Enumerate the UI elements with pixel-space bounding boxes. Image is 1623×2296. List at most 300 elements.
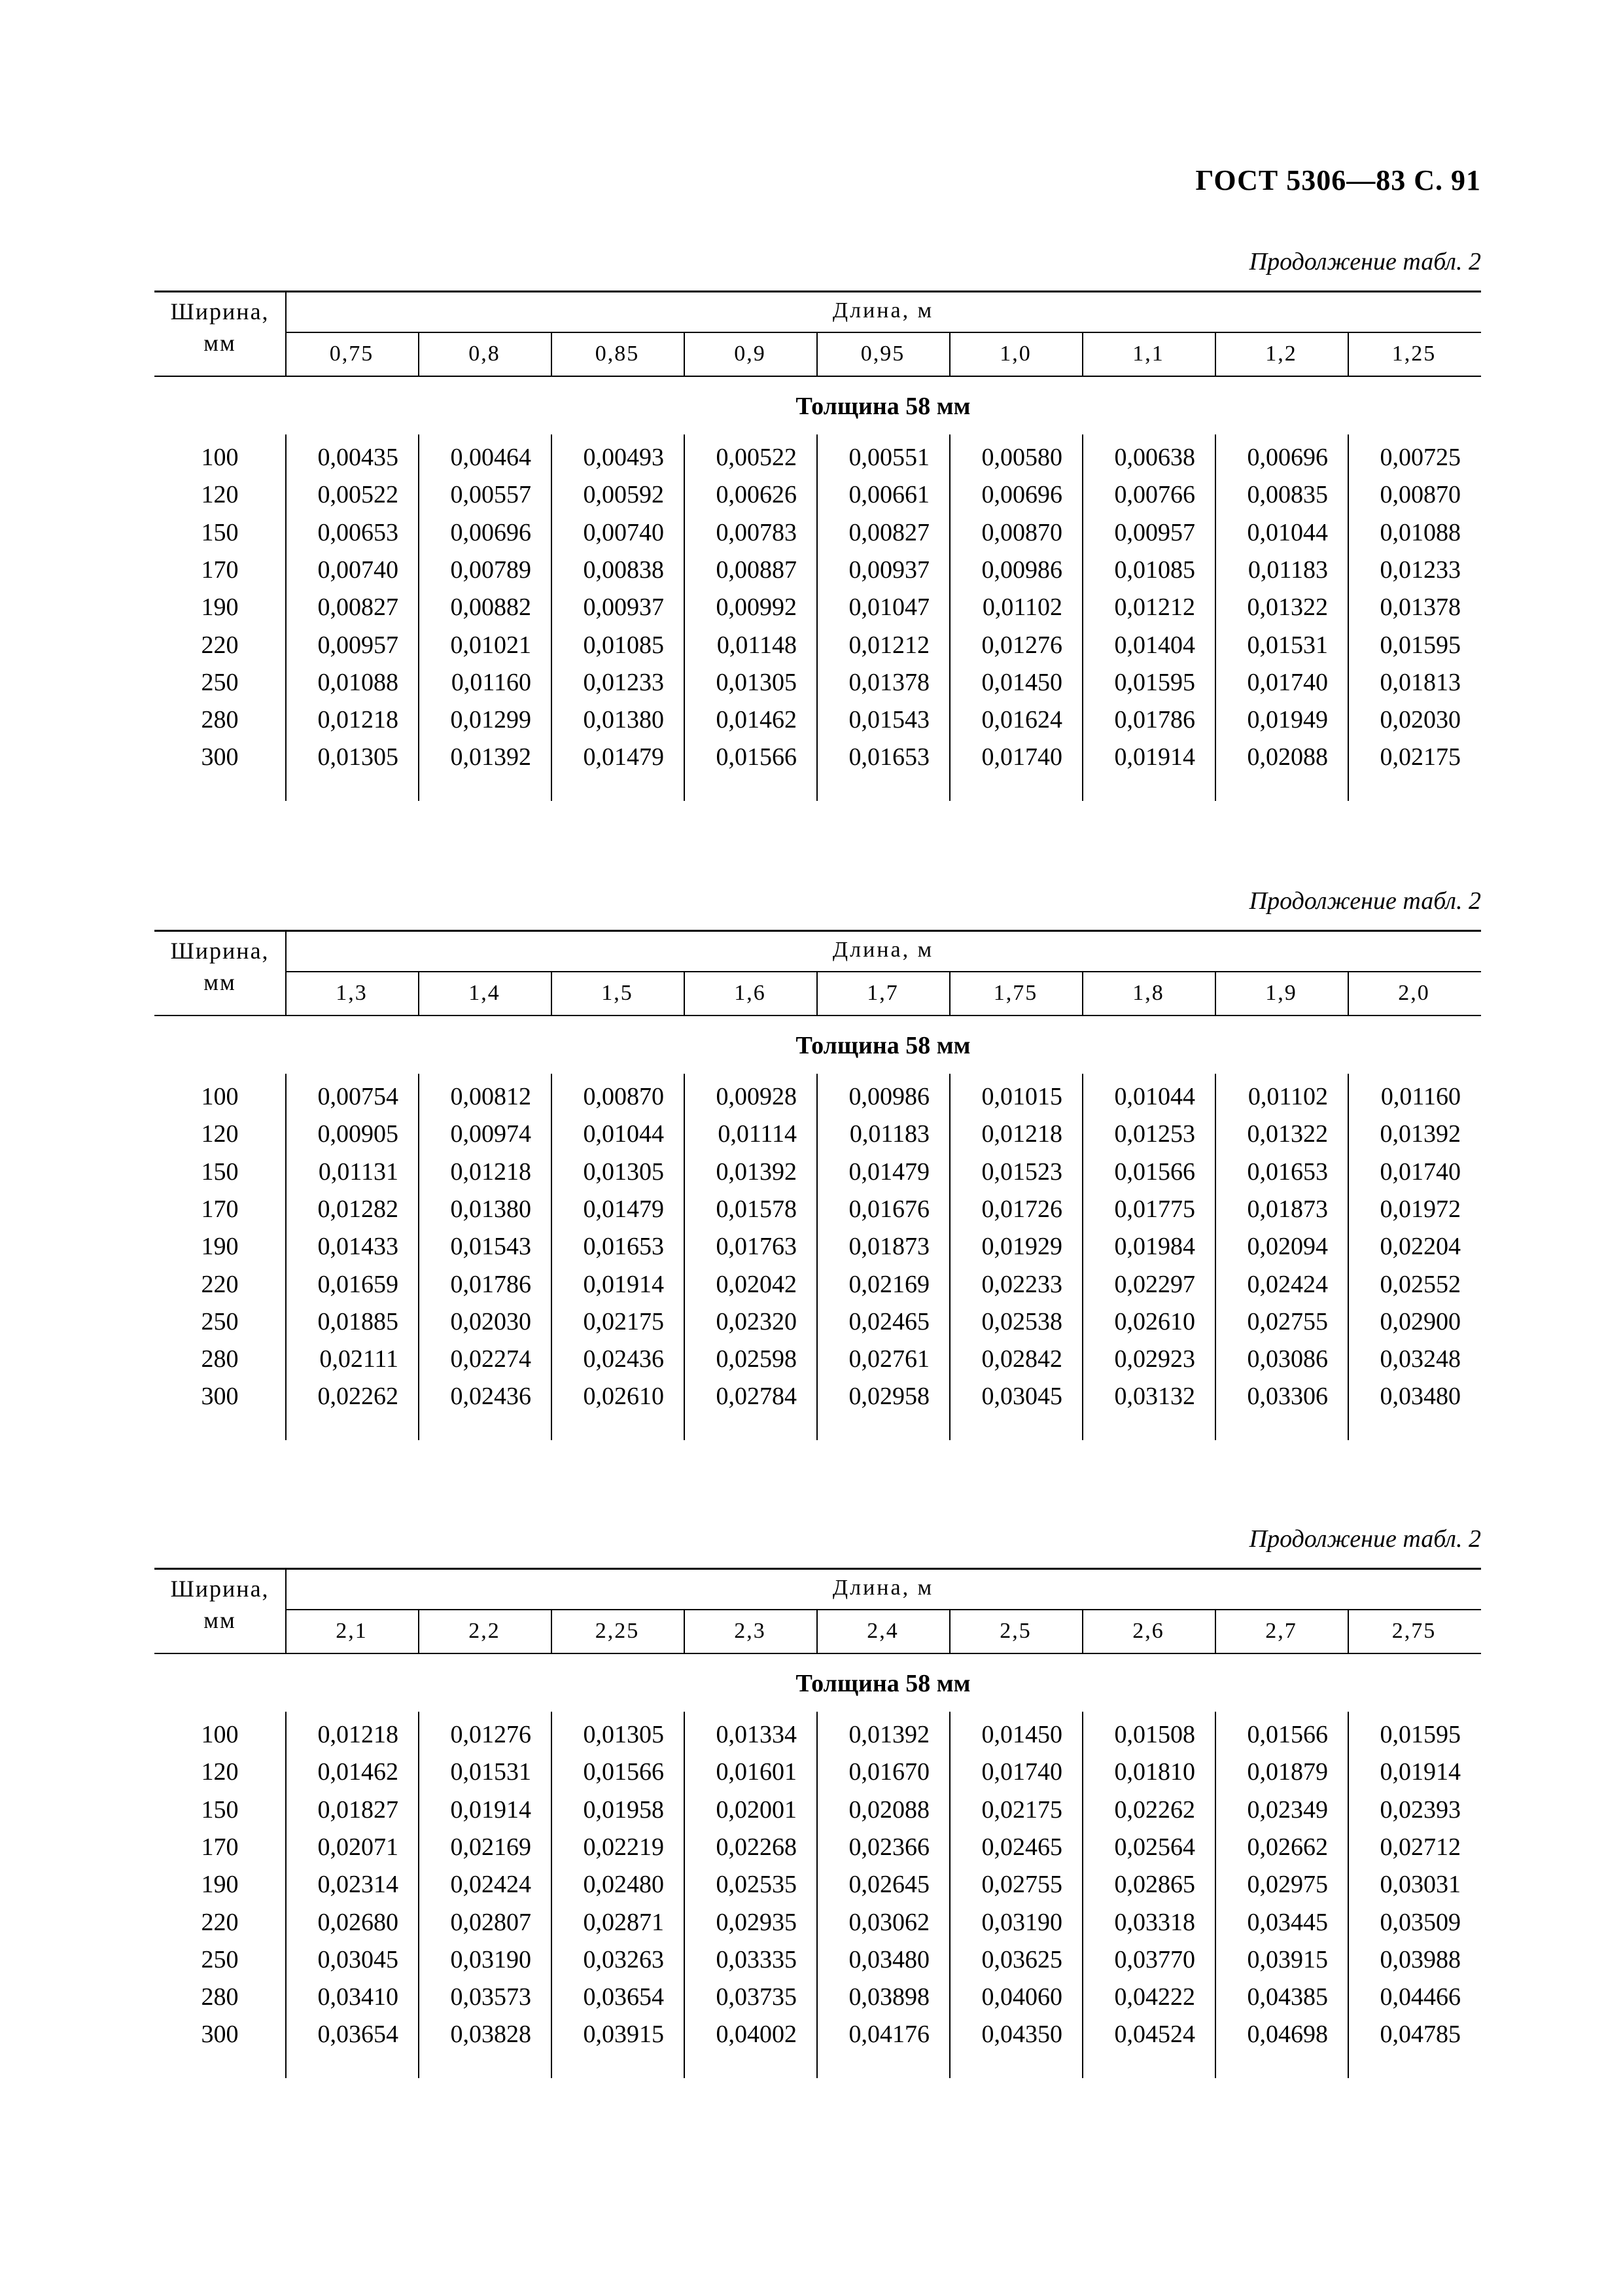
table-cell: 0,00789 [450, 556, 531, 584]
table-cell: 0,02436 [450, 1383, 531, 1411]
table-cell: 0,01653 [848, 743, 930, 771]
table-cell: 0,01183 [1248, 556, 1328, 584]
width-unit: мм [203, 969, 236, 995]
table-cell: 0,01218 [981, 1120, 1062, 1148]
table-cell: 0,02274 [450, 1345, 531, 1373]
table-cell: 0,01378 [848, 668, 930, 696]
table-cell: 0,04060 [981, 1983, 1062, 2011]
table-cell: 0,02297 [1114, 1270, 1195, 1298]
width-unit: мм [203, 1607, 236, 1633]
table-cell: 0,01914 [1380, 1758, 1461, 1786]
table-cell: 0,01879 [1247, 1758, 1328, 1786]
table-cell: 0,01914 [450, 1795, 531, 1824]
table-cell: 0,02088 [1247, 743, 1328, 771]
table-cell: 0,00661 [848, 481, 930, 509]
table-cell: 0,00827 [848, 518, 930, 546]
column-divider [949, 1074, 951, 1440]
table-cell: 0,01404 [1114, 631, 1195, 659]
table-cell: 0,02480 [583, 1871, 664, 1899]
table-cell: 0,02465 [848, 1307, 930, 1335]
column-divider [551, 1712, 552, 2078]
length-header: Длина, м [832, 938, 934, 962]
table-cell: 0,03190 [981, 1908, 1062, 1936]
table-cell: 0,03573 [450, 1983, 531, 2011]
table-cell: 0,00870 [1380, 481, 1461, 509]
table-cell: 0,01085 [583, 631, 664, 659]
table-cell: 0,02436 [583, 1345, 664, 1373]
table-cell: 0,02030 [1380, 706, 1461, 734]
table-cell: 0,01218 [317, 706, 398, 734]
table-cell: 0,03031 [1380, 1871, 1461, 1899]
table-cell: 0,01929 [981, 1233, 1062, 1261]
table-cell: 0,03318 [1114, 1908, 1195, 1936]
thickness-subheader: Толщина 58 мм [795, 1032, 971, 1059]
table-cell: 0,01914 [583, 1270, 664, 1298]
table-cell: 0,01523 [981, 1157, 1062, 1186]
table-cell: 0,02923 [1114, 1345, 1195, 1373]
column-header: 1,3 [336, 981, 368, 1005]
table-cell: 0,00725 [1380, 444, 1461, 471]
column-divider [285, 1712, 287, 2078]
row-width-value: 170 [201, 1833, 239, 1861]
row-width-value: 150 [201, 1157, 239, 1186]
table-cell: 0,01508 [1114, 1721, 1195, 1748]
table-cell: 0,01102 [982, 593, 1062, 622]
column-header: 2,25 [595, 1619, 640, 1643]
table-cell: 0,01233 [1380, 556, 1461, 584]
table-cell: 0,02761 [848, 1345, 930, 1373]
column-header: 0,75 [329, 342, 374, 366]
continuation-label: Продолжение табл. 2 [1249, 887, 1481, 915]
table-cell: 0,01380 [583, 706, 664, 734]
table-cell: 0,01740 [1247, 668, 1328, 696]
table-cell: 0,00905 [317, 1120, 398, 1148]
table-cell: 0,02175 [981, 1795, 1062, 1824]
table-cell: 0,02900 [1380, 1307, 1461, 1335]
table-cell: 0,02088 [848, 1795, 930, 1824]
row-width-value: 300 [201, 2021, 239, 2049]
table-cell: 0,03625 [981, 1945, 1062, 1973]
table-cell: 0,02366 [848, 1833, 930, 1861]
table-cell: 0,01088 [1380, 518, 1461, 546]
table-cell: 0,01653 [583, 1233, 664, 1261]
table-cell: 0,02552 [1380, 1270, 1461, 1298]
table-cell: 0,04524 [1114, 2021, 1195, 2049]
column-header: 0,95 [860, 342, 905, 366]
table-cell: 0,01378 [1380, 593, 1461, 622]
table-cell: 0,02662 [1247, 1833, 1328, 1861]
table-cell: 0,01479 [848, 1157, 930, 1186]
table-cell: 0,01322 [1247, 593, 1328, 622]
table-cell: 0,01543 [450, 1233, 531, 1261]
table-cell: 0,02535 [716, 1871, 797, 1899]
column-divider [1215, 1712, 1216, 2078]
table-cell: 0,02598 [716, 1345, 797, 1373]
column-header: 1,5 [601, 981, 633, 1005]
table-cell: 0,01813 [1380, 668, 1461, 696]
table-cell: 0,00551 [848, 444, 930, 471]
table-cell: 0,03190 [450, 1945, 531, 1973]
table-cell: 0,01131 [318, 1157, 398, 1186]
column-divider [816, 1074, 818, 1440]
table-cell: 0,04785 [1380, 2021, 1461, 2049]
table-cell: 0,02807 [450, 1908, 531, 1936]
table-cell: 0,01253 [1114, 1120, 1195, 1148]
table-cell: 0,03335 [716, 1945, 797, 1973]
table-cell: 0,01085 [1114, 556, 1195, 584]
table-cell: 0,01958 [583, 1795, 664, 1824]
row-width-value: 300 [201, 1383, 239, 1411]
table-cell: 0,02204 [1380, 1233, 1461, 1261]
table-cell: 0,01566 [1114, 1157, 1195, 1186]
column-divider [684, 434, 685, 801]
column-divider [1082, 434, 1083, 801]
table-cell: 0,02680 [317, 1908, 398, 1936]
table-cell: 0,03306 [1247, 1383, 1328, 1411]
table-cell: 0,02042 [716, 1270, 797, 1298]
table-cell: 0,00937 [583, 593, 664, 622]
table-cell: 0,02564 [1114, 1833, 1195, 1861]
column-header: 1,7 [867, 981, 899, 1005]
table-cell: 0,02169 [848, 1270, 930, 1298]
table-cell: 0,02175 [1380, 743, 1461, 771]
table-cell: 0,02424 [450, 1871, 531, 1899]
table-cell: 0,01450 [981, 668, 1062, 696]
table-top-border [154, 1568, 1481, 1570]
row-width-value: 220 [201, 1908, 239, 1936]
column-divider [285, 1074, 287, 1440]
table-cell: 0,01276 [981, 631, 1062, 659]
table-cell: 0,01726 [981, 1195, 1062, 1223]
table-cell: 0,03654 [583, 1983, 664, 2011]
table-cell: 0,00957 [1114, 518, 1195, 546]
row-width-value: 100 [201, 444, 239, 471]
table-cell: 0,00696 [981, 481, 1062, 509]
column-header: 2,0 [1398, 981, 1430, 1005]
table-cell: 0,01578 [716, 1195, 797, 1223]
table-cell: 0,00696 [450, 518, 531, 546]
table-cell: 0,02169 [450, 1833, 531, 1861]
row-width-value: 280 [201, 1345, 239, 1373]
table-cell: 0,02465 [981, 1833, 1062, 1861]
table-cell: 0,02268 [716, 1833, 797, 1861]
column-header: 0,9 [734, 342, 766, 366]
row-width-value: 280 [201, 1983, 239, 2011]
table-cell: 0,02111 [319, 1345, 398, 1373]
table-cell: 0,01786 [1114, 706, 1195, 734]
row-width-value: 190 [201, 1233, 239, 1261]
table-cell: 0,00870 [583, 1083, 664, 1110]
table-cell: 0,01392 [716, 1157, 797, 1186]
row-width-value: 170 [201, 556, 239, 584]
table-cell: 0,01810 [1114, 1758, 1195, 1786]
table-cell: 0,02935 [716, 1908, 797, 1936]
table-cell: 0,01212 [1114, 593, 1195, 622]
table-cell: 0,01433 [317, 1233, 398, 1261]
row-width-value: 250 [201, 668, 239, 696]
table-cell: 0,01450 [981, 1721, 1062, 1748]
table-cell: 0,01044 [1247, 518, 1328, 546]
width-header: Ширина, [170, 298, 270, 325]
table-cell: 0,00992 [716, 593, 797, 622]
table-cell: 0,00493 [583, 444, 664, 471]
table-cell: 0,01670 [848, 1758, 930, 1786]
column-header: 1,1 [1132, 342, 1164, 366]
table-cell: 0,01740 [1380, 1157, 1461, 1186]
table-cell: 0,01566 [716, 743, 797, 771]
column-divider [418, 1074, 419, 1440]
table-cell: 0,01873 [848, 1233, 930, 1261]
table-cell: 0,02030 [450, 1307, 531, 1335]
column-divider [418, 434, 419, 801]
table-cell: 0,02645 [848, 1871, 930, 1899]
row-width-value: 150 [201, 1795, 239, 1824]
table-cell: 0,01305 [317, 743, 398, 771]
row-width-value: 120 [201, 1120, 239, 1148]
table-cell: 0,01462 [317, 1758, 398, 1786]
table-cell: 0,00464 [450, 444, 531, 471]
column-divider [684, 1074, 685, 1440]
table-cell: 0,01305 [583, 1157, 664, 1186]
table-cell: 0,02219 [583, 1833, 664, 1861]
column-divider [551, 1074, 552, 1440]
row-width-value: 150 [201, 518, 239, 546]
table-cell: 0,01114 [718, 1120, 797, 1148]
table-cell: 0,03915 [583, 2021, 664, 2049]
column-divider [949, 1712, 951, 2078]
column-header: 1,6 [734, 981, 766, 1005]
table-cell: 0,03915 [1247, 1945, 1328, 1973]
table-cell: 0,00696 [1247, 444, 1328, 471]
column-header: 2,4 [867, 1619, 899, 1643]
table-cell: 0,01462 [716, 706, 797, 734]
length-header-rule [285, 971, 1481, 972]
table-cell: 0,03480 [848, 1945, 930, 1973]
table-cell: 0,01566 [583, 1758, 664, 1786]
table-cell: 0,01740 [981, 743, 1062, 771]
table-cell: 0,02784 [716, 1383, 797, 1411]
table-cell: 0,03045 [981, 1383, 1062, 1411]
table-cell: 0,01148 [716, 631, 797, 659]
table-cell: 0,01624 [981, 706, 1062, 734]
column-header: 1,9 [1265, 981, 1297, 1005]
table-cell: 0,01740 [981, 1758, 1062, 1786]
table-cell: 0,01233 [583, 668, 664, 696]
table-cell: 0,00435 [317, 444, 398, 471]
continuation-label: Продолжение табл. 2 [1249, 1525, 1481, 1553]
table-cell: 0,01479 [583, 1195, 664, 1223]
table-cell: 0,00882 [450, 593, 531, 622]
column-header: 2,7 [1265, 1619, 1297, 1643]
table-cell: 0,04350 [981, 2021, 1062, 2049]
table-cell: 0,01949 [1247, 706, 1328, 734]
column-divider [1082, 1074, 1083, 1440]
page-header: ГОСТ 5306—83 С. 91 [1195, 164, 1481, 196]
table-cell: 0,03898 [848, 1983, 930, 2011]
table-cell: 0,02755 [1247, 1307, 1328, 1335]
table-cell: 0,01212 [848, 631, 930, 659]
table-cell: 0,00740 [317, 556, 398, 584]
table-cell: 0,00740 [583, 518, 664, 546]
table-cell: 0,04176 [848, 2021, 930, 2049]
row-width-value: 220 [201, 631, 239, 659]
table-cell: 0,02233 [981, 1270, 1062, 1298]
width-header: Ширина, [170, 938, 270, 964]
table-cell: 0,03445 [1247, 1908, 1328, 1936]
row-width-value: 120 [201, 1758, 239, 1786]
header-bottom-border [154, 1653, 1481, 1654]
table-cell: 0,01595 [1114, 668, 1195, 696]
table-cell: 0,01305 [716, 668, 797, 696]
table-cell: 0,02424 [1247, 1270, 1328, 1298]
table-cell: 0,01183 [849, 1120, 930, 1148]
column-divider [684, 1712, 685, 2078]
table-cell: 0,00986 [848, 1083, 930, 1110]
table-cell: 0,00957 [317, 631, 398, 659]
table-cell: 0,04385 [1247, 1983, 1328, 2011]
table-cell: 0,01305 [583, 1721, 664, 1748]
row-width-value: 250 [201, 1307, 239, 1335]
table-cell: 0,03480 [1380, 1383, 1461, 1411]
table-cell: 0,02071 [317, 1833, 398, 1861]
column-header: 1,75 [993, 981, 1038, 1005]
row-width-value: 250 [201, 1945, 239, 1973]
table-cell: 0,01160 [451, 668, 531, 696]
table-cell: 0,01595 [1380, 631, 1461, 659]
table-cell: 0,01873 [1247, 1195, 1328, 1223]
header-bottom-border [154, 1015, 1481, 1016]
thickness-subheader: Толщина 58 мм [795, 393, 971, 420]
table-cell: 0,00522 [317, 481, 398, 509]
table-cell: 0,01543 [848, 706, 930, 734]
column-header: 2,2 [468, 1619, 500, 1643]
table-cell: 0,01601 [716, 1758, 797, 1786]
width-header: Ширина, [170, 1576, 270, 1602]
table-cell: 0,00835 [1247, 481, 1328, 509]
table-cell: 0,01021 [450, 631, 531, 659]
table-cell: 0,00522 [716, 444, 797, 471]
length-header: Длина, м [832, 298, 934, 323]
column-header: 1,4 [468, 981, 500, 1005]
table-cell: 0,03263 [583, 1945, 664, 1973]
row-width-value: 190 [201, 593, 239, 622]
table-cell: 0,03735 [716, 1983, 797, 2011]
data-table [154, 1568, 1481, 2078]
table-cell: 0,02871 [583, 1908, 664, 1936]
column-divider [1348, 1712, 1349, 2078]
table-cell: 0,03770 [1114, 1945, 1195, 1973]
table-cell: 0,00638 [1114, 444, 1195, 471]
table-cell: 0,00783 [716, 518, 797, 546]
table-cell: 0,01322 [1247, 1120, 1328, 1148]
table-cell: 0,01827 [317, 1795, 398, 1824]
length-header: Длина, м [832, 1576, 934, 1600]
table-cell: 0,03410 [317, 1983, 398, 2011]
table-cell: 0,01786 [450, 1270, 531, 1298]
column-divider [551, 434, 552, 801]
table-cell: 0,04222 [1114, 1983, 1195, 2011]
table-cell: 0,00766 [1114, 481, 1195, 509]
table-cell: 0,01044 [1114, 1083, 1195, 1110]
table-cell: 0,02314 [317, 1871, 398, 1899]
data-table [154, 930, 1481, 1440]
table-cell: 0,04466 [1380, 1983, 1461, 2011]
table-cell: 0,01653 [1247, 1157, 1328, 1186]
table-cell: 0,02755 [981, 1871, 1062, 1899]
table-cell: 0,00812 [450, 1083, 531, 1110]
table-cell: 0,03509 [1380, 1908, 1461, 1936]
table-cell: 0,01531 [450, 1758, 531, 1786]
column-divider [816, 434, 818, 801]
table-cell: 0,01595 [1380, 1721, 1461, 1748]
table-cell: 0,03828 [450, 2021, 531, 2049]
table-cell: 0,00592 [583, 481, 664, 509]
table-cell: 0,01984 [1114, 1233, 1195, 1261]
column-divider [1215, 1074, 1216, 1440]
table-cell: 0,02175 [583, 1307, 664, 1335]
table-cell: 0,01047 [848, 593, 930, 622]
table-cell: 0,02349 [1247, 1795, 1328, 1824]
data-table [154, 291, 1481, 801]
table-cell: 0,00626 [716, 481, 797, 509]
table-cell: 0,02610 [583, 1383, 664, 1411]
table-cell: 0,01972 [1380, 1195, 1461, 1223]
table-cell: 0,01885 [317, 1307, 398, 1335]
table-cell: 0,01299 [450, 706, 531, 734]
table-cell: 0,01392 [1380, 1120, 1461, 1148]
table-cell: 0,03086 [1247, 1345, 1328, 1373]
table-cell: 0,02975 [1247, 1871, 1328, 1899]
column-header: 1,25 [1391, 342, 1437, 366]
table-cell: 0,01282 [317, 1195, 398, 1223]
table-cell: 0,01044 [583, 1120, 664, 1148]
column-header: 2,3 [734, 1619, 766, 1643]
table-cell: 0,01659 [317, 1270, 398, 1298]
column-header: 2,1 [336, 1619, 368, 1643]
table-cell: 0,01088 [317, 668, 398, 696]
table-cell: 0,03654 [317, 2021, 398, 2049]
column-header: 0,8 [468, 342, 500, 366]
column-header: 1,2 [1265, 342, 1297, 366]
column-header: 2,5 [1000, 1619, 1032, 1643]
length-header-rule [285, 1609, 1481, 1610]
table-cell: 0,01334 [716, 1721, 797, 1748]
table-cell: 0,04698 [1247, 2021, 1328, 2049]
row-width-value: 170 [201, 1195, 239, 1223]
table-cell: 0,01160 [1380, 1083, 1461, 1110]
table-cell: 0,02712 [1380, 1833, 1461, 1861]
table-top-border [154, 930, 1481, 932]
table-cell: 0,02094 [1247, 1233, 1328, 1261]
table-cell: 0,00580 [981, 444, 1062, 471]
table-cell: 0,02320 [716, 1307, 797, 1335]
column-divider [1348, 434, 1349, 801]
table-cell: 0,01392 [450, 743, 531, 771]
column-header: 1,8 [1132, 981, 1164, 1005]
table-cell: 0,00827 [317, 593, 398, 622]
table-cell: 0,00937 [848, 556, 930, 584]
table-cell: 0,01015 [981, 1083, 1062, 1110]
table-cell: 0,02262 [1114, 1795, 1195, 1824]
table-cell: 0,02842 [981, 1345, 1062, 1373]
row-width-value: 120 [201, 481, 239, 509]
table-cell: 0,02393 [1380, 1795, 1461, 1824]
column-divider [1215, 434, 1216, 801]
table-cell: 0,00653 [317, 518, 398, 546]
column-header: 0,85 [595, 342, 640, 366]
table-cell: 0,00754 [317, 1083, 398, 1110]
table-cell: 0,02865 [1114, 1871, 1195, 1899]
